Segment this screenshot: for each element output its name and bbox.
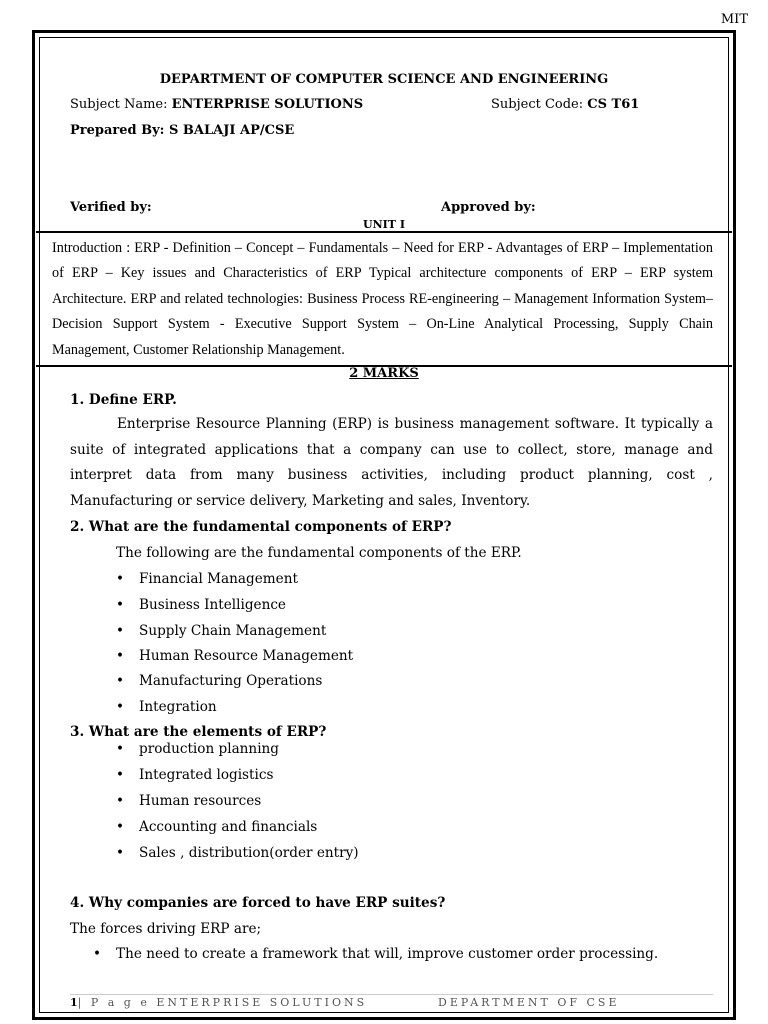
subject-name-line bbox=[70, 97, 363, 112]
question-4-title: 4. Why companies are forced to have ERP suites? bbox=[70, 895, 446, 911]
subject-name-label: Subject Name: bbox=[70, 97, 168, 112]
syllabus-top-rule bbox=[36, 231, 732, 233]
footer bbox=[70, 996, 620, 1009]
subject-code-label: Subject Code: bbox=[491, 97, 584, 112]
question-4-intro: The forces driving ERP are; bbox=[70, 921, 262, 937]
verified-by: Verified by: bbox=[70, 200, 152, 215]
footer-department: DEPARTMENT OF CSE bbox=[438, 996, 620, 1009]
question-1-answer: Enterprise Resource Planning (ERP) is business management software. It typically a suite of integrated applications that a company can use to collect, store, manage and interpret data from many business activities, including product planning, cost , Manufacturing or service delivery, Marketing and sales, Inventory. bbox=[70, 416, 713, 509]
question-2-title: 2. What are the fundamental components of ERP? bbox=[70, 519, 452, 535]
syllabus-text: Introduction : ERP - Definition – Concept – Fundamentals – Need for ERP - Advantages of ERP – Implementation of ERP – Key issues and Characteristics of ERP Typical architecture components of ERP – ERP system Architecture. ERP and related technologies: Business Process RE-engineering – Management Information System– Decision Support System - Executive Support System – On-Line Analytical Processing, Supply Chain Management, Customer Relationship Management. bbox=[52, 240, 713, 358]
subject-code: CS T61 bbox=[587, 97, 640, 112]
subject-name: ENTERPRISE SOLUTIONS bbox=[171, 97, 364, 112]
marks-heading: 2 MARKS bbox=[349, 366, 419, 381]
approved-by: Approved by: bbox=[441, 200, 536, 215]
question-2-intro: The following are the fundamental components of the ERP. bbox=[116, 545, 522, 561]
footer-rule bbox=[70, 994, 713, 995]
question-1-title: 1. Define ERP. bbox=[70, 392, 177, 408]
unit-title: UNIT I bbox=[363, 218, 405, 231]
page-number: 1 bbox=[70, 996, 78, 1009]
page-label: | P a g e bbox=[77, 996, 150, 1009]
footer-subject: ENTERPRISE SOLUTIONS bbox=[156, 996, 368, 1009]
question-3-title: 3. What are the elements of ERP? bbox=[70, 724, 327, 740]
prepared-by: Prepared By: S BALAJI AP/CSE bbox=[70, 123, 295, 138]
subject-code-line bbox=[491, 97, 639, 112]
corner-label: MIT bbox=[720, 12, 748, 27]
department-title: DEPARTMENT OF COMPUTER SCIENCE AND ENGINEERING bbox=[159, 72, 609, 87]
